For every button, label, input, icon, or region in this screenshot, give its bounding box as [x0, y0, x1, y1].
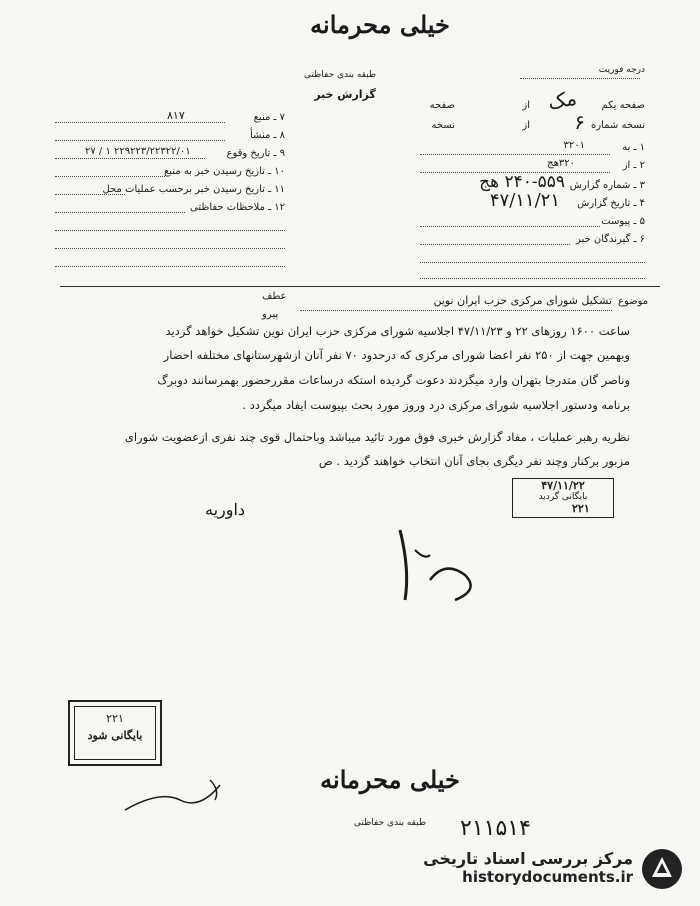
classification-label: طبقه بندی حفاظتی [303, 70, 377, 80]
attachment-label: ۵ ـ پیوست [601, 216, 645, 227]
archive-box-number: ۲۲۱ [106, 712, 124, 725]
origin-label: ۸ ـ منشأ [249, 130, 285, 141]
copy-label: نسخه شماره [591, 120, 645, 131]
bottom-handwritten-number: ۲۱۱۵۱۴ [460, 816, 531, 841]
report-date-label: ۴ ـ تاریخ گزارش [577, 198, 645, 209]
date-stamp-label: بایگانی گردید [538, 492, 588, 502]
subject-divider [60, 286, 660, 287]
event-date-label: ۹ ـ تاریخ وقوع [226, 148, 285, 159]
body-line-3: وناصر گان متدرجا بتهران وارد میگردند دعوت گردیده استکه درساعات مقررحضور بهمرسانند دوبرگ [157, 373, 630, 387]
to-label: ۱ ـ به [622, 142, 645, 153]
body-line-5: نظریه رهبر عملیات ، مفاد گزارش خبری فوق مورد تائید میباشد وباحتمال قوی چند نفری ازعضویت شورای [124, 430, 630, 444]
footer-classification-stamp: خیلی محرمانه [320, 765, 460, 794]
date-stamp-code: ۲۲۱ [572, 502, 590, 515]
subject-value: تشکیل شورای مرکزی حزب ایران نوین [433, 294, 612, 307]
body-line-6: مزبور برکنار وچند نفر دیگری بجای آنان انتخاب خواهند گردید . ص [318, 454, 630, 468]
report-number-value: ۲۴۰-۵۵۹ هج [479, 172, 565, 192]
priority-line [520, 78, 640, 79]
report-date-value: ۴۷/۱۱/۲۱ [489, 190, 560, 211]
security-notes-label: ۱۲ ـ ملاحظات حفاظتی [190, 202, 285, 213]
news-arrival-date-label: ۱۱ ـ تاریخ رسیدن خبر برحسب عملیات محل [102, 184, 285, 195]
event-date-value: ۲۲۹۲۲۳/۲۲۳۲۲/۰۱ ۱ / ۲۷ [85, 146, 191, 157]
to-value: ۳۲۰۱ [563, 140, 585, 151]
subject-ref-label: عطف [262, 291, 287, 302]
recipients-label: ۶ ـ گیرندگان خبر [575, 234, 645, 245]
page-label: صفحه یکم [601, 100, 645, 111]
page-of: از [522, 100, 530, 111]
page-number-handwritten: مک [546, 85, 579, 115]
top-classification-stamp: خیلی محرمانه [310, 10, 450, 39]
watermark-logo-icon [640, 847, 684, 891]
initials-scribble [120, 770, 250, 820]
body-line-1: ساعت ۱۶۰۰ روزهای ۲۲ و ۴۷/۱۱/۲۳ اجلاسیه شورای مرکزی حزب ایران نوین تشکیل خواهد گردید [165, 324, 630, 338]
right-fields [420, 85, 645, 250]
subject-follow-label: پیرو [262, 309, 279, 320]
page-count-label: صفحه [429, 100, 455, 111]
date-stamp-value: ۴۷/۱۱/۲۲ [541, 479, 585, 492]
watermark-line-2: historydocuments.ir [462, 868, 633, 886]
watermark-line-1: مرکز بررسی اسناد تاریخی [423, 849, 633, 868]
report-type: گزارش خبر [314, 88, 376, 101]
copy-number-handwritten: ۶ [574, 110, 585, 134]
archive-box-stamp [68, 700, 162, 766]
handwritten-mark [385, 520, 495, 610]
priority-label: درجه فوریت [598, 65, 645, 75]
body-line-2: وبهمین جهت از ۲۵۰ نفر اعضا شورای مرکزی که درحدود ۷۰ نفر آنان ازشهرستانهای مختلفه احضار [163, 348, 630, 362]
from-label: ۲ ـ از [622, 160, 645, 171]
news-to-source-date-label: ۱۰ ـ تاریخ رسیدن خبر به منبع [163, 166, 285, 177]
source-label: ۷ ـ منبع [253, 112, 285, 123]
source-value: ۸۱۷ [167, 109, 185, 122]
report-number-label: ۳ ـ شماره گزارش [569, 180, 645, 191]
subject-label: موضوع [618, 296, 649, 307]
body-line-4: برنامه ودستور اجلاسیه شورای مرکزی درد وروز مورد بحث بپیوست ایفاد میگردد . [242, 398, 630, 412]
signature: داوریه [205, 500, 246, 519]
footer-classification-label: طبقه بندی حفاظتی [353, 818, 427, 828]
copy-of: از [522, 120, 530, 131]
copy-count-label: نسخه [431, 120, 455, 131]
watermark [405, 849, 633, 886]
from-value: ۳۲۰هج [547, 158, 575, 169]
archive-box-text: بایگانی شود [87, 729, 143, 742]
date-stamp [512, 478, 614, 518]
